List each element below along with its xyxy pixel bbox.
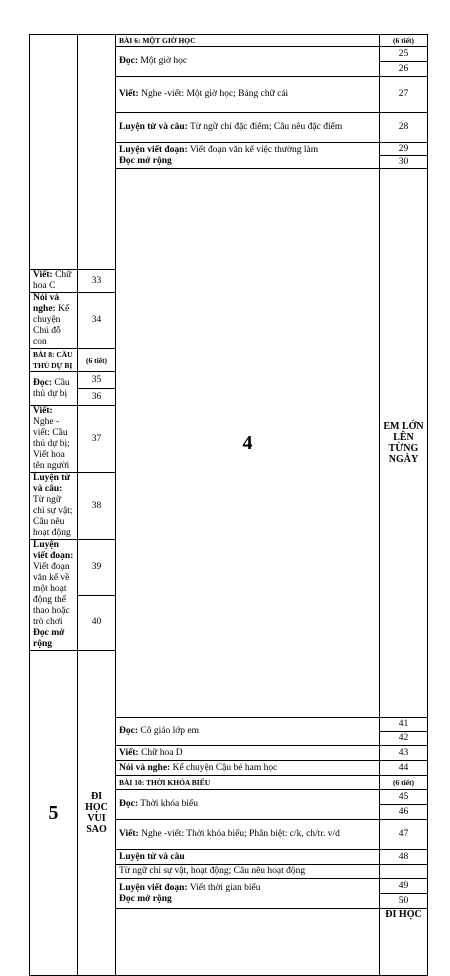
activity-label: Luyện từ và câu: [119, 851, 185, 862]
topic-title: ĐI HỌC: [380, 909, 428, 976]
activity-label: Luyện viết đoạn:: [33, 540, 74, 561]
lesson-title: BÀI 6: MỘT GIỜ HỌC: [116, 35, 380, 47]
period-number: 28: [380, 113, 428, 143]
activity-text: Nghe -viết: Thời khóa biểu; Phân biệt: c/k, ch/tr. v/d: [138, 829, 340, 839]
period-number: 49: [380, 879, 428, 894]
activity-cell: [116, 718, 380, 746]
activity-cell: [116, 761, 380, 776]
period-number: 47: [380, 820, 428, 850]
activity-cell: [30, 540, 78, 651]
period-number: 46: [380, 805, 428, 820]
period-number: 37: [78, 406, 116, 473]
activity-text: Cầu thủ dự bị: [33, 377, 70, 399]
activity-text: Thời khóa biểu: [138, 799, 198, 809]
lesson-title: BÀI 8: CẦU THỦ DỰ BỊ: [30, 349, 78, 372]
topic-cell-prev: [78, 35, 116, 270]
period-number: 36: [78, 389, 116, 406]
activity-cell: [116, 77, 380, 113]
activity-label: Viết:: [33, 270, 53, 280]
activity-cell: [116, 143, 380, 169]
activity-cell: [116, 47, 380, 77]
activity-label: Nói và nghe:: [33, 293, 60, 314]
activity-text: Một giờ học: [138, 56, 188, 66]
activity-cell: [30, 372, 78, 406]
activity-cell: [116, 746, 380, 761]
activity-cell: [116, 879, 380, 909]
activity-cell: [116, 790, 380, 820]
week-cell-prev: [30, 35, 78, 270]
period-number: 25: [380, 47, 428, 62]
period-number: 27: [380, 77, 428, 113]
activity-text: Kể chuyện Chú đỗ con: [33, 304, 70, 347]
lesson-period-count: (6 tiết): [78, 349, 116, 372]
activity-cell: [116, 820, 380, 850]
activity-label: Viết:: [119, 747, 139, 758]
activity-text: Cô giáo lớp em: [138, 726, 199, 736]
activity-text: Chữ hoa D: [138, 747, 183, 758]
activity-text: Viết đoạn văn kể về một hoạt động thể thao hoặc trò chơi: [33, 562, 70, 627]
activity-text: Từ ngữ chỉ sự vật; Câu nêu hoạt động: [33, 495, 73, 538]
activity-label-extended-reading: Đọc mở rộng: [33, 628, 65, 649]
period-number: 50: [380, 894, 428, 909]
period-number: 34: [78, 293, 116, 349]
activity-label: Nói và nghe:: [119, 762, 171, 773]
activity-cell: [116, 113, 380, 143]
activity-label: Viết:: [119, 89, 139, 99]
period-number: 41: [380, 718, 428, 732]
lesson-period-count: (6 tiết): [380, 35, 428, 47]
activity-label: Đọc:: [119, 726, 138, 736]
activity-cell: [30, 293, 78, 349]
activity-label-extended-reading: Đọc mở rộng: [119, 893, 172, 904]
period-number: 45: [380, 790, 428, 805]
activity-label: Luyện viết đoạn:: [119, 144, 188, 155]
period-number: 43: [380, 746, 428, 761]
period-number: 30: [380, 156, 428, 169]
period-number: 39: [78, 540, 116, 596]
activity-label: Luyện viết đoạn:: [119, 882, 188, 893]
period-number: 38: [78, 473, 116, 540]
activity-cell: [30, 270, 78, 293]
activity-label: Viết:: [119, 829, 139, 839]
activity-cell: Từ ngữ chỉ sự vật, hoạt động; Câu nêu hoạt động: [116, 865, 380, 879]
activity-text: Chữ hoa C: [33, 270, 72, 291]
activity-text: Nghe -viết: Cầu thủ dự bị; Viết hoa tên người: [33, 417, 70, 471]
activity-text: Nghe -viết: Một giờ học; Bảng chữ cái: [138, 89, 289, 99]
period-number: 33: [78, 270, 116, 293]
activity-label: Đọc:: [33, 377, 52, 388]
period-number: 44: [380, 761, 428, 776]
activity-label: Đọc:: [119, 799, 138, 809]
week-cell-next: [116, 909, 380, 976]
week-number: 4: [116, 169, 380, 718]
period-number-empty: [380, 865, 428, 879]
period-number: 35: [78, 372, 116, 389]
period-number: 29: [380, 143, 428, 156]
activity-text: Viết đoạn văn kể việc thường làm: [187, 144, 319, 155]
activity-label-extended-reading: Đọc mở rộng: [119, 155, 172, 166]
week-number: 5: [30, 651, 78, 976]
activity-label: Đọc:: [119, 56, 138, 66]
lesson-period-count: (6 tiết): [380, 776, 428, 790]
lesson-title: BÀI 10: THỜI KHÓA BIỂU: [116, 776, 380, 790]
topic-title: EM LỚN LÊN TỪNG NGÀY: [380, 169, 428, 718]
activity-cell: [30, 406, 78, 473]
activity-cell: [30, 473, 78, 540]
period-number: 40: [78, 595, 116, 651]
period-number: 26: [380, 62, 428, 77]
activity-label: Viết:: [33, 406, 53, 416]
period-number: 48: [380, 850, 428, 865]
activity-label: Luyện từ và câu:: [33, 473, 71, 494]
activity-label: Luyện từ và câu:: [119, 122, 188, 132]
activity-text: Viết thời gian biểu: [187, 882, 261, 893]
curriculum-table: [29, 34, 428, 976]
activity-text: Kể chuyện Cậu bé ham học: [170, 762, 278, 773]
period-number: 42: [380, 732, 428, 746]
topic-title: ĐI HỌC VUI SAO: [78, 651, 116, 976]
activity-cell: [116, 850, 380, 865]
activity-text: Từ ngữ chỉ đặc điểm; Câu nêu đặc điểm: [187, 122, 343, 132]
